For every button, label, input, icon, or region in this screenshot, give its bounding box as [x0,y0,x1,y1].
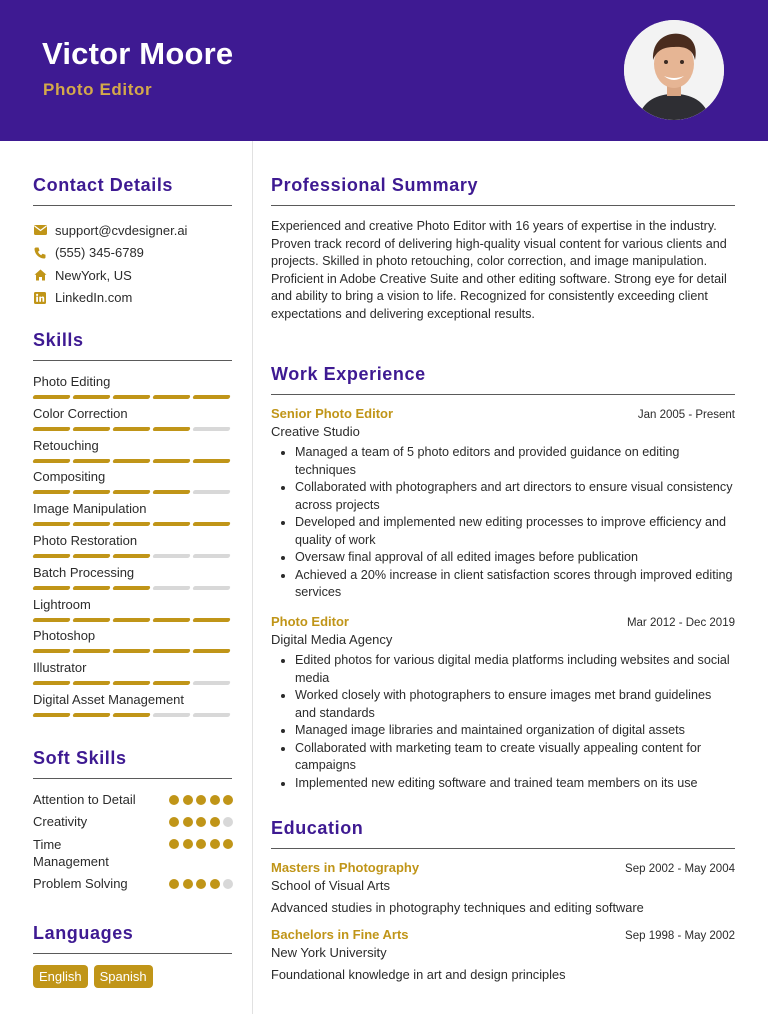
skill-level-segment [112,649,150,653]
skill-level-segment [32,554,70,558]
skill-level-segment [192,649,230,653]
rating-dot [169,795,179,805]
rating-dot [183,817,193,827]
skill-level-segment [72,586,110,590]
candidate-name: Victor Moore [42,36,234,71]
skill-label: Digital Asset Management [33,691,185,707]
job-bullet: • Developed and implemented new editing processes to improve efficiency and quality of work [295,514,735,549]
job-bullet: • Implemented new editing software and trained team members on its use [295,775,735,793]
skill-row [33,660,233,692]
skills-heading: Skills [33,330,84,350]
job-company: Creative Studio [271,424,360,439]
job-bullet: • Managed image libraries and maintained organization of digital assets [295,722,735,740]
skill-level-segment [32,427,70,431]
soft-skills-list [33,792,233,898]
envelope-icon [33,223,47,237]
skill-level-segment [112,459,150,463]
skill-level-segment [192,490,230,494]
job-bullet: • Achieved a 20% increase in client satisfaction scores through improved editing services [295,567,735,602]
rating-dot [223,879,233,889]
school-name: School of Visual Arts [271,878,390,893]
skill-level-segment [152,681,190,685]
language-badge: Spanish [94,965,153,988]
education-rule [271,848,735,849]
skill-level-segment [112,554,150,558]
skill-level-segment [192,681,230,685]
skill-row [33,374,233,406]
skill-row [33,438,233,470]
skill-level-segment [32,395,70,399]
contact-phone[interactable] [33,242,233,265]
profile-photo [624,20,724,120]
job-entry [271,614,735,792]
job-entry [271,406,735,602]
experience-rule [271,394,735,395]
contact-heading: Contact Details [33,175,174,195]
skill-level-segment [112,713,150,717]
skill-label: Lightroom [33,596,91,612]
skill-level-segment [32,490,70,494]
job-bullet: • Worked closely with photographers to ensure images met brand guidelines and standards [295,687,735,722]
skill-level-segment [152,522,190,526]
skill-level-segment [192,618,230,622]
skill-level-segment [192,427,230,431]
soft-skill-row [33,792,233,814]
education-date: Sep 1998 - May 2002 [625,930,735,942]
education-heading: Education [271,818,364,838]
skill-level-segment [152,459,190,463]
skill-level-segment [72,522,110,526]
skill-label: Batch Processing [33,564,135,580]
soft-skill-label: Time Management [33,837,109,869]
contact-email-text: support@cvdesigner.ai [55,222,188,238]
education-entry [271,927,735,982]
job-bullets [271,444,735,602]
contact-location-text: NewYork, US [55,267,132,283]
rating-dot [210,879,220,889]
contact-phone-text: (555) 345-6789 [55,245,144,261]
skill-level-segment [112,522,150,526]
soft-skill-label: Creativity [33,814,88,829]
skill-label: Retouching [33,437,99,453]
skill-level-segment [32,649,70,653]
rating-dot [183,839,193,849]
summary-text: Experienced and creative Photo Editor with 16 years of expertise in the industry. Proven track record of delivering high-quality visual content for various clients and projects. Skilled in photo retouching, color correction, and image manipulation. Proficient in Adobe Creative Suite and other editing software. Strong eye for detail and ability to bring a vision to life. Recognized for consistently exceeding client expectations and delivering exceptional results. [271,219,727,321]
soft-skill-label: Attention to Detail [33,792,136,807]
skill-level-segment [112,681,150,685]
rating-dot [196,817,206,827]
header-banner [0,0,768,141]
skill-level-segment [72,427,110,431]
skill-level-bar [33,459,230,463]
skill-row [33,565,233,597]
soft-skill-row [33,814,233,836]
skill-level-segment [192,586,230,590]
job-date: Mar 2012 - Dec 2019 [626,617,735,629]
skill-label: Photo Restoration [33,532,138,548]
soft-skill-label: Problem Solving [33,876,128,891]
job-date: Jan 2005 - Present [637,409,735,421]
skill-level-bar [33,649,230,653]
skill-level-bar [33,586,230,590]
skill-label: Image Manipulation [33,501,147,517]
skill-level-segment [72,681,110,685]
summary-rule [271,205,735,206]
skill-level-bar [33,522,230,526]
skill-level-segment [112,490,150,494]
skill-level-segment [112,618,150,622]
skill-level-segment [32,713,70,717]
skill-level-segment [32,681,70,685]
skill-level-segment [112,395,150,399]
skill-level-segment [192,713,230,717]
education-description: Foundational knowledge in art and design principles [271,967,566,982]
candidate-role: Photo Editor [43,80,153,99]
soft-skills-rule [33,778,232,779]
education-entry [271,860,735,915]
rating-dot [196,879,206,889]
job-bullet: • Oversaw final approval of all edited images before publication [295,549,735,567]
experience-heading: Work Experience [271,364,426,384]
rating-dot [183,879,193,889]
skill-row [33,501,233,533]
rating-dot [210,817,220,827]
skill-label: Photo Editing [33,374,111,389]
skill-level-segment [72,554,110,558]
rating-dot [223,839,233,849]
languages-list [33,965,153,988]
skill-label: Illustrator [33,660,87,676]
rating-dot [169,839,179,849]
skill-level-segment [32,618,70,622]
skill-level-segment [192,395,230,399]
skill-level-segment [72,490,110,494]
contact-email[interactable] [33,219,233,242]
degree-title: Bachelors in Fine Arts [271,927,409,942]
school-name: New York University [271,945,387,960]
skill-level-bar [33,713,230,717]
contact-list [33,219,233,309]
degree-title: Masters in Photography [271,860,420,875]
job-company: Digital Media Agency [271,632,393,647]
soft-skill-rating [169,795,233,805]
skill-level-segment [152,618,190,622]
skills-rule [33,360,232,361]
job-bullet: • Collaborated with photographers and art directors to ensure visual consistency across projects [295,479,735,514]
home-icon [33,268,47,282]
soft-skill-row [33,836,233,876]
rating-dot [183,795,193,805]
soft-skills-heading: Soft Skills [33,748,127,768]
skills-list [33,374,233,724]
skill-level-segment [32,522,70,526]
phone-icon [33,246,47,260]
skill-level-segment [152,586,190,590]
rating-dot [196,839,206,849]
soft-skill-row [33,876,233,898]
skill-level-segment [152,395,190,399]
linkedin-icon [33,291,47,305]
skill-label: Photoshop [33,628,96,644]
skill-level-segment [152,427,190,431]
skill-level-bar [33,681,230,685]
skill-row [33,533,233,565]
skill-level-segment [112,586,150,590]
summary-heading: Professional Summary [271,175,479,195]
soft-skill-rating [169,879,233,889]
rating-dot [210,839,220,849]
languages-rule [33,953,232,954]
skill-level-segment [152,554,190,558]
job-bullets [271,652,735,792]
skill-level-segment [192,459,230,463]
job-bullet: • Edited photos for various digital media platforms including websites and social media [295,652,735,687]
language-badge: English [33,965,88,988]
rating-dot [169,817,179,827]
rating-dot [223,817,233,827]
skill-row [33,597,233,629]
contact-location [33,264,233,287]
skill-level-segment [32,459,70,463]
skill-row [33,628,233,660]
rating-dot [223,795,233,805]
skill-level-segment [192,554,230,558]
contact-linkedin[interactable] [33,287,233,310]
skill-level-segment [72,649,110,653]
skill-row [33,406,233,438]
skill-level-bar [33,618,230,622]
job-bullet: • Managed a team of 5 photo editors and provided guidance on editing techniques [295,444,735,479]
skill-level-bar [33,554,230,558]
skill-label: Color Correction [33,405,128,421]
skill-level-segment [72,395,110,399]
skill-level-segment [32,586,70,590]
rating-dot [169,879,179,889]
skill-label: Compositing [33,469,106,485]
skill-row [33,692,233,724]
skill-level-bar [33,490,230,494]
skill-level-bar [33,395,230,399]
skill-level-segment [112,427,150,431]
skill-level-segment [152,490,190,494]
rating-dot [210,795,220,805]
education-date: Sep 2002 - May 2004 [625,863,735,875]
contact-rule [33,205,232,206]
column-divider [252,141,253,1014]
skill-level-segment [72,618,110,622]
skill-level-segment [152,649,190,653]
job-bullet: • Collaborated with marketing team to create visually appealing content for campaigns [295,740,735,775]
skill-level-segment [72,713,110,717]
skill-row [33,469,233,501]
skill-level-segment [152,713,190,717]
skill-level-segment [192,522,230,526]
job-title: Photo Editor [271,614,349,629]
education-description: Advanced studies in photography techniques and editing software [271,900,644,915]
contact-linkedin-text: LinkedIn.com [55,290,133,306]
job-title: Senior Photo Editor [271,406,394,421]
languages-heading: Languages [33,923,134,943]
rating-dot [196,795,206,805]
soft-skill-rating [169,817,233,827]
skill-level-segment [72,459,110,463]
soft-skill-rating [169,839,233,849]
skill-level-bar [33,427,230,431]
